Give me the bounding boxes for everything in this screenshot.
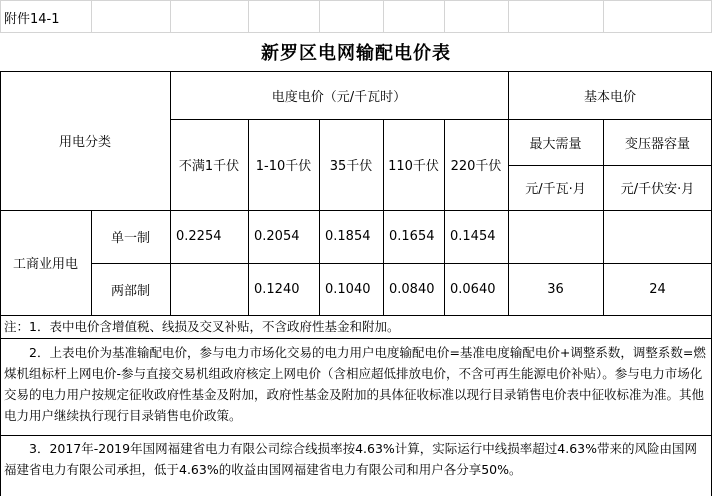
table-cell: 0.1454 xyxy=(450,229,496,244)
grid-line xyxy=(603,0,604,32)
table-cell: 0.1240 xyxy=(254,281,300,297)
grid-line xyxy=(248,0,249,32)
table-cell: 0.2254 xyxy=(176,229,222,244)
table-cell: 0.1854 xyxy=(325,229,371,244)
header-energy-price: 电度电价（元/千瓦时） xyxy=(271,89,407,105)
table-border xyxy=(0,435,712,436)
grid-line xyxy=(0,0,712,1)
header-transformer-unit: 元/千伏安·月 xyxy=(620,182,695,197)
header-max-demand-unit: 元/千瓦·月 xyxy=(525,182,586,197)
table-cell: 0.2054 xyxy=(254,229,300,244)
table-cell: 0.0640 xyxy=(450,281,496,297)
note-2: 2．上表电价为基准输配电价，参与电力市场化交易的电力用户电度输配电价=基准电度输配电价+调整系数，调整系数=燃煤机组标杆上网电价-参与直接交易机组政府核定上网电价（含相应超低排放电价，不含可再生能源电价补贴）。参与电力市场化交易的电力用户按规定征收政府性基金及附加，政府性基金及附加的具体征收标准以现行目录销售电价表中征收标准为准。其他电力用户继续执行现行目录销售电价政策。 xyxy=(4,345,706,423)
row-group-label: 工商业用电 xyxy=(12,257,78,272)
grid-line xyxy=(444,0,445,32)
table-cell-max-demand: 36 xyxy=(547,281,564,297)
table-cell: 0.0840 xyxy=(389,281,435,297)
header-max-demand: 最大需量 xyxy=(529,136,582,152)
grid-line xyxy=(383,0,384,32)
header-transformer-capacity: 变压器容量 xyxy=(624,136,690,152)
row-label-single: 单一制 xyxy=(110,231,150,246)
header-category: 用电分类 xyxy=(58,135,111,150)
grid-line xyxy=(91,0,92,32)
grid-line xyxy=(319,0,320,32)
attachment-label: 附件14-1 xyxy=(4,11,60,27)
header-voltage-level: 110千伏 xyxy=(388,159,439,174)
header-basic-price: 基本电价 xyxy=(583,89,636,105)
header-voltage-level: 1-10千伏 xyxy=(255,159,312,174)
header-voltage-level: 不满1千伏 xyxy=(178,159,240,174)
note-3: 3．2017年-2019年国网福建省电力有限公司综合线损率按4.63%计算，实际运行中线损率超过4.63%带来的风险由国网福建省电力有限公司承担，低于4.63%的收益由国网福建省电力有限公司和用户各分享50%。 xyxy=(4,441,698,477)
table-border xyxy=(0,338,712,339)
grid-line xyxy=(508,0,509,32)
page-title: 新罗区电网输配电价表 xyxy=(261,43,451,64)
row-label-two-part: 两部制 xyxy=(110,283,150,299)
note-1: 注：1．表中电价含增值税、线损及交叉补贴，不含政府性基金和附加。 xyxy=(4,319,400,334)
table-cell: 0.1040 xyxy=(325,281,371,297)
table-cell-transformer: 24 xyxy=(649,281,666,297)
header-voltage-level: 220千伏 xyxy=(450,159,502,174)
table-cell: 0.1654 xyxy=(389,229,435,244)
header-voltage-level: 35千伏 xyxy=(329,159,373,174)
grid-line xyxy=(170,0,171,32)
